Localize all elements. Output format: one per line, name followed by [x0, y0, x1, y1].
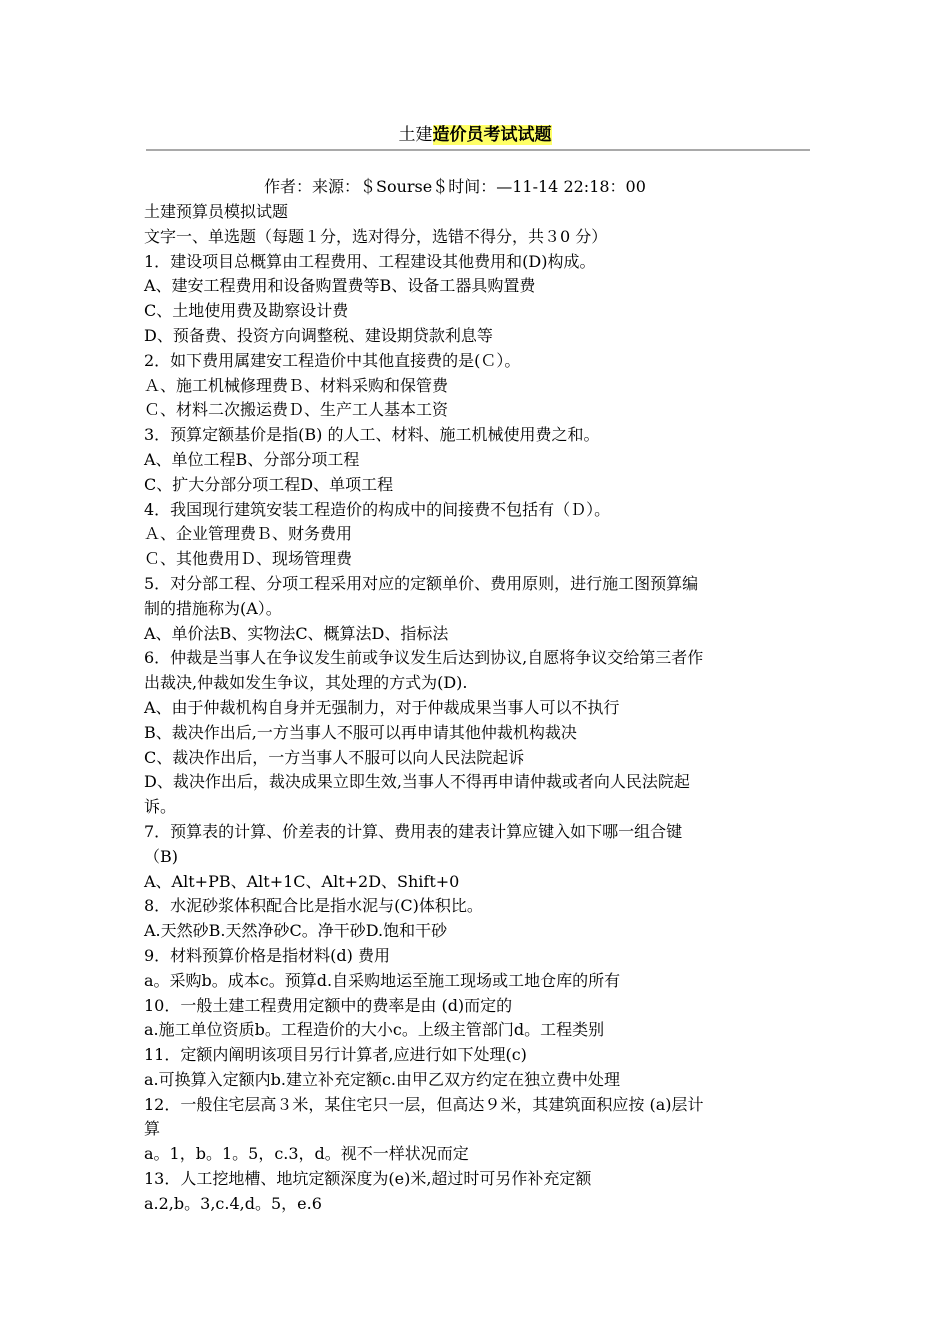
text-line: A、单价法B、实物法C、概算法D、指标法: [144, 623, 449, 643]
author-source-time-line: 作者：来源：＄Sourse＄时间：—11-14 22:18：00: [264, 177, 646, 196]
document-body: [144, 200, 814, 1217]
text-line: A.天然砂B.天然净砂C。净干砂D.饱和干砂: [144, 921, 448, 941]
title-plain: 土建: [398, 125, 433, 145]
text-line: 2．如下费用属建安工程造价中其他直接费的是(Ｃ）。: [144, 350, 521, 370]
text-line: 1．建设项目总概算由工程费用、工程建设其他费用和(D)构成。: [144, 251, 596, 271]
text-line: a。采购b。成本c。预算d.自采购地运至施工现场或工地仓库的所有: [144, 970, 621, 990]
title-divider: [146, 149, 810, 151]
text-line: 出裁决,仲裁如发生争议，其处理的方式为(D).: [144, 673, 468, 693]
text-line: B、裁决作出后,一方当事人不服可以再申请其他仲裁机构裁决: [144, 722, 577, 742]
text-line: 6．仲裁是当事人在争议发生前或争议发生后达到协议,自愿将争议交给第三者作: [144, 648, 704, 668]
text-line: 3．预算定额基价是指(B) 的人工、材料、施工机械使用费之和。: [144, 425, 600, 445]
text-line: a.施工单位资质b。工程造价的大小c。上级主管部门d。工程类别: [144, 1020, 605, 1040]
text-line: 文字一、单选题（每题１分，选对得分，选错不得分，共３0 分）: [144, 226, 608, 246]
text-line: C、扩大分部分项工程D、单项工程: [144, 474, 394, 494]
text-line: 5．对分部工程、分项工程采用对应的定额单价、费用原则，进行施工图预算编: [144, 573, 699, 593]
text-line: A、建安工程费用和设备购置费等B、设备工器具购置费: [144, 276, 536, 296]
text-line: A、由于仲裁机构自身并无强制力，对于仲裁成果当事人可以不执行: [144, 697, 620, 717]
text-line: D、裁决作出后，裁决成果立即生效,当事人不得再申请仲裁或者向人民法院起: [144, 772, 690, 792]
text-line: A、Alt+PB、Alt+1C、Alt+2D、Shift+0: [144, 871, 460, 891]
text-line: 诉。: [144, 797, 177, 817]
text-line: C、裁决作出后，一方当事人不服可以向人民法院起诉: [144, 747, 525, 767]
text-line: Ｃ、其他费用Ｄ、现场管理费: [144, 549, 353, 569]
title-highlighted: 造价员考试试题: [432, 125, 552, 145]
text-line: 11．定额内阐明该项目另行计算者,应进行如下处理(c): [144, 1045, 527, 1065]
text-line: 制的措施称为(A）。: [144, 598, 282, 618]
text-line: A、单位工程B、分部分项工程: [144, 449, 360, 469]
text-line: 算: [144, 1119, 161, 1139]
text-line: 8．水泥砂浆体积配合比是指水泥与(C)体积比。: [144, 896, 483, 916]
text-line: Ａ、企业管理费Ｂ、财务费用: [144, 524, 353, 544]
text-line: a.2,b。3,c.4,d。5，e.6: [144, 1193, 322, 1213]
text-line: （B): [144, 846, 179, 866]
text-line: 土建预算员模拟试题: [144, 202, 289, 221]
text-line: a。1，b。1。5，c.3，d。视不一样状况而定: [144, 1144, 469, 1164]
text-line: C、土地使用费及勘察设计费: [144, 301, 349, 321]
text-line: 9．材料预算价格是指材料(d) 费用: [144, 945, 390, 965]
text-line: 7．预算表的计算、价差表的计算、费用表的建表计算应键入如下哪一组合键: [144, 821, 683, 841]
text-line: Ａ、施工机械修理费Ｂ、材料采购和保管费: [144, 375, 449, 395]
text-line: a.可换算入定额内b.建立补充定额c.由甲乙双方约定在独立费中处理: [144, 1069, 621, 1089]
text-line: 4．我国现行建筑安装工程造价的构成中的间接费不包括有（Ｄ）。: [144, 499, 611, 519]
text-line: Ｃ、材料二次搬运费Ｄ、生产工人基本工资: [144, 400, 449, 420]
text-line: 10．一般土建工程费用定额中的费率是由 (d)而定的: [144, 995, 513, 1015]
document-title: [0, 122, 950, 148]
text-line: D、预备费、投资方向调整税、建设期贷款利息等: [144, 325, 493, 345]
text-line: 12．一般住宅层高３米，某住宅只一层，但高达９米，其建筑面积应按 (a)层计: [144, 1094, 704, 1114]
text-line: 13．人工挖地槽、地坑定额深度为(e)米,超过时可另作补充定额: [144, 1169, 592, 1189]
